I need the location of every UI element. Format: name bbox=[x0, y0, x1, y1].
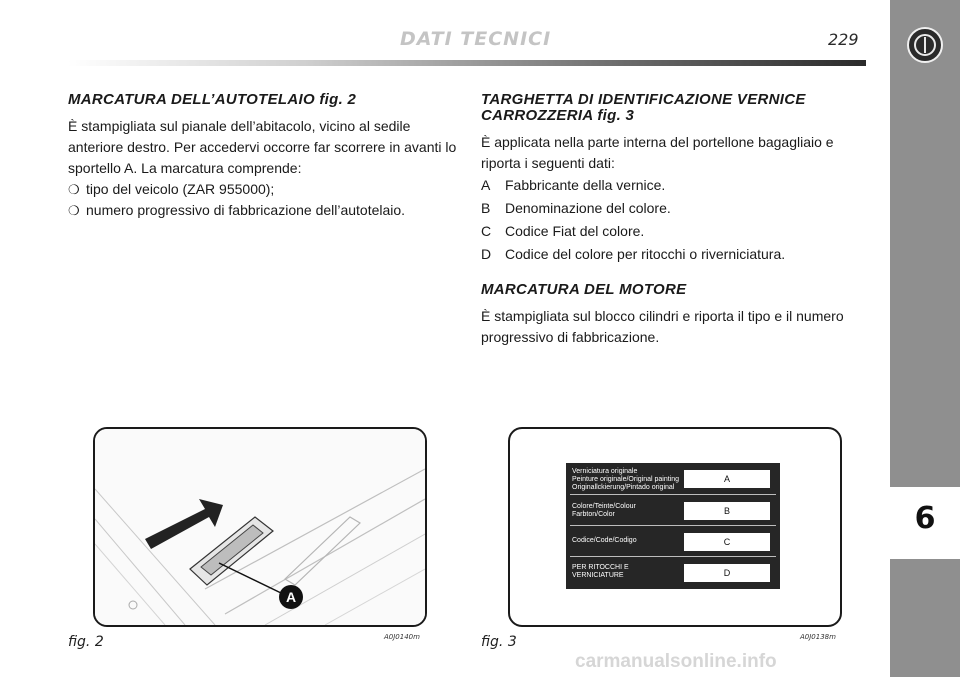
plate-row-box: D bbox=[684, 564, 770, 582]
item-letter: D bbox=[481, 246, 492, 262]
header-rule bbox=[68, 60, 866, 66]
page-number: 229 bbox=[828, 30, 859, 49]
plate-separator bbox=[570, 494, 776, 495]
plate-row-label: Codice/Code/Codigo bbox=[572, 537, 637, 544]
list-item bbox=[481, 243, 871, 266]
plate-row-label: Verniciatura originale Peinture originale/Original painting Originallckierung/Pintado original bbox=[572, 468, 680, 491]
callout-a-label: A bbox=[285, 589, 297, 605]
figure-2-caption: fig. 2 bbox=[68, 634, 104, 650]
item-text: Denominazione del colore. bbox=[505, 200, 671, 216]
page-header-title: DATI TECNICI bbox=[400, 28, 552, 50]
figure-3-code: A0J0138m bbox=[800, 633, 836, 641]
list-item bbox=[68, 200, 458, 221]
section-gap bbox=[481, 266, 871, 282]
chapter-sidebar bbox=[890, 0, 960, 677]
item-text: Fabbricante della vernice. bbox=[505, 177, 666, 193]
item-text: Codice Fiat del colore. bbox=[505, 223, 645, 239]
engine-marking-paragraph: È stampigliata sul blocco cilindri e riporta il tipo e il numero progressivo di fabbricazione. bbox=[481, 308, 844, 345]
plate-separator bbox=[570, 556, 776, 557]
chapter-tab[interactable] bbox=[890, 487, 960, 559]
list-item bbox=[481, 174, 871, 197]
list-item bbox=[481, 197, 871, 220]
right-column bbox=[481, 92, 871, 348]
plate-row-box: C bbox=[684, 533, 770, 551]
figure-2-illustration bbox=[95, 429, 425, 625]
list-item-text: numero progressivo di fabbricazione dell’autotelaio. bbox=[86, 202, 406, 218]
chassis-marking-list bbox=[68, 179, 458, 221]
plate-row-box: B bbox=[684, 502, 770, 520]
plate-row-label: Colore/Teinte/Colour Farbton/Color bbox=[572, 503, 636, 518]
chapter-number: 6 bbox=[914, 501, 936, 536]
plate-row-box: A bbox=[684, 470, 770, 488]
item-letter: B bbox=[481, 200, 491, 216]
paint-plate-heading: TARGHETTA DI IDENTIFICAZIONE VERNICE CARROZZERIA fig. 3 bbox=[481, 91, 806, 124]
list-item bbox=[68, 179, 458, 200]
plate-separator bbox=[570, 525, 776, 526]
paint-plate-list bbox=[481, 174, 871, 266]
bullet-icon: ❍ bbox=[68, 203, 80, 218]
list-item-text: tipo del veicolo (ZAR 955000); bbox=[86, 181, 275, 197]
bullet-icon: ❍ bbox=[68, 182, 80, 197]
paint-identification-plate bbox=[566, 463, 780, 589]
alfa-romeo-logo-icon bbox=[907, 27, 943, 63]
paint-plate-paragraph: È applicata nella parte interna del portellone bagagliaio e riporta i seguenti dati: bbox=[481, 134, 834, 171]
figure-3-caption: fig. 3 bbox=[481, 634, 517, 650]
list-item bbox=[481, 220, 871, 243]
chassis-marking-heading: MARCATURA DELL’AUTOTELAIO fig. 2 bbox=[68, 91, 357, 108]
chassis-marking-paragraph: È stampigliata sul pianale dell’abitacolo, vicino al sedile anteriore destro. Per accedervi occorre far scorrere in avanti lo sportello A. La marcatura comprende: bbox=[68, 118, 457, 176]
item-letter: C bbox=[481, 223, 492, 239]
left-column bbox=[68, 92, 458, 221]
item-text: Codice del colore per ritocchi o riverniciatura. bbox=[505, 246, 786, 262]
engine-marking-heading: MARCATURA DEL MOTORE bbox=[481, 281, 687, 298]
figure-2-frame bbox=[93, 427, 427, 627]
figure-2-code: A0J0140m bbox=[384, 633, 420, 641]
item-letter: A bbox=[481, 177, 491, 193]
watermark: carmanualsonline.info bbox=[575, 651, 777, 672]
plate-row-label: PER RITOCCHI E VERNICIATURE bbox=[572, 564, 629, 579]
figure-3-frame bbox=[508, 427, 842, 627]
